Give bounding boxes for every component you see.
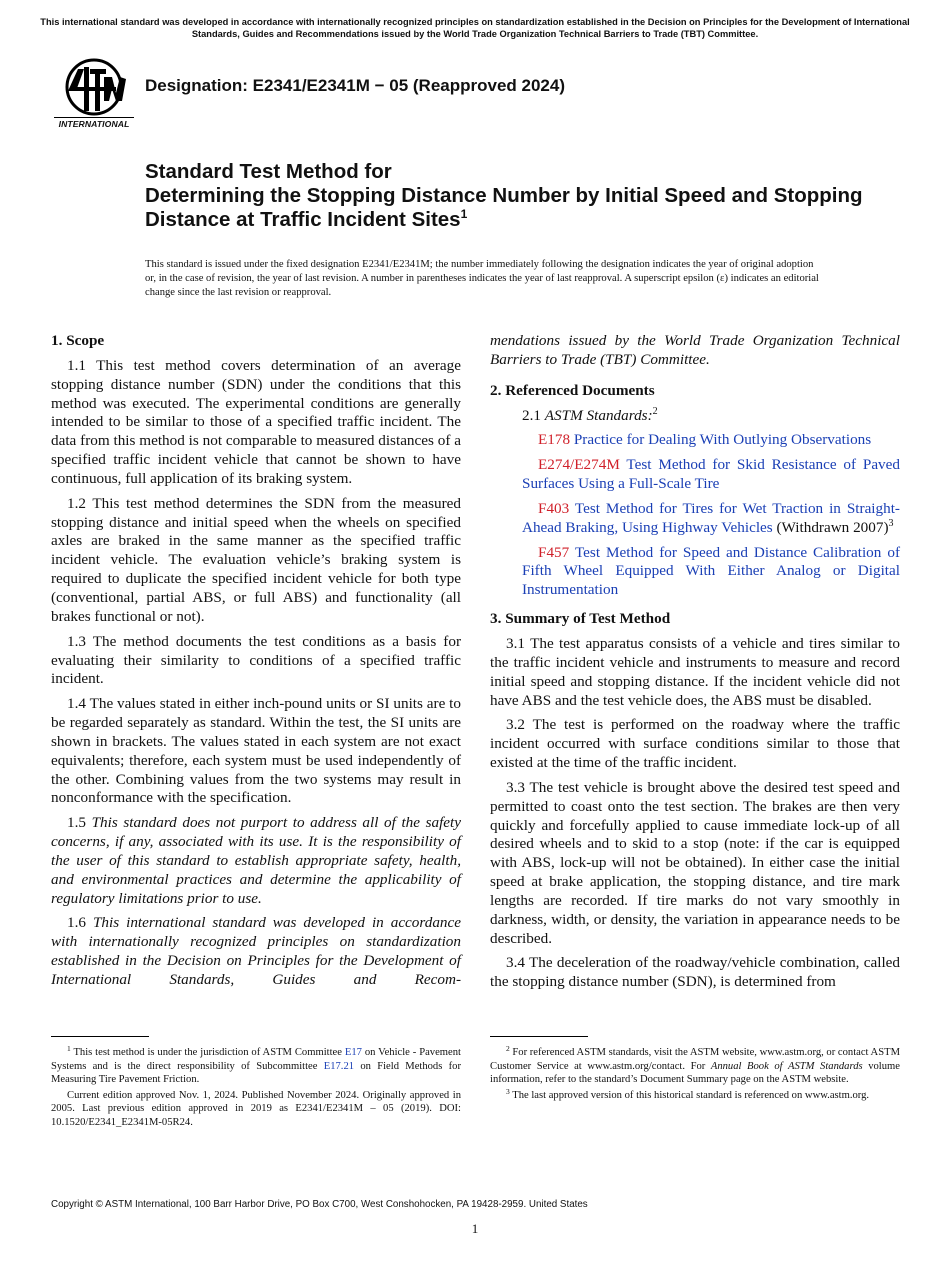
footnotes-left [51,1046,461,1132]
logo-divider [54,117,134,118]
paragraph-1-3: 1.3 The method documents the test conditions as a basis for evaluating their similarity to conditions of a specified traffic incident. [51,632,461,688]
footnote-1: $^1$ This test method is under the jurisdiction of ASTM Committee E17 on Vehicle - Pavement Systems and is the direct responsibility of Subcommittee E17.21 on Field Methods for Measuring Tire Pavement Friction. [51,1044,461,1086]
left-column [51,332,461,996]
reference-item[interactable]: E274/E274M Test Method for Skid Resistance of Paved Surfaces Using a Full-Scale Tire [522,456,900,493]
page-number: 1 [471,1221,479,1236]
reference-item[interactable]: E178 Practice for Dealing With Outlying Observations [538,431,872,449]
reference-item[interactable]: F457 Test Method for Speed and Distance Calibration of Fifth Wheel Equipped With Either Analog or Digital Instrumentation [522,543,901,599]
edition-note: Current edition approved Nov. 1, 2024. Published November 2024. Originally approved in 2005. Last previous edition approved in 2019 as E2341/E2341M – 05 (2019). DOI: 10.1520/E2341_E2341M-05R24. [51,1089,461,1128]
paragraph-1-6-continued: mendations issued by the World Trade Organization Technical Barriers to Trade (TBT) Committee. [490,332,900,368]
footnote-rule-left [51,1036,149,1037]
section-heading-referenced-documents: 2. Referenced Documents [490,381,655,399]
issuance-note: This standard is issued under the fixed designation E2341/E2341M; the number immediately following the designation indicates the year of original adoption or, in the case of revision, the year of last revision. A number in parentheses indicates the year of last reapproval. A superscript epsilon (ε) indicates an editorial change since the last revision or reapproval. [145,259,819,298]
paragraph-3-1: 3.1 The test apparatus consists of a vehicle and tires similar to the traffic incident vehicle and instruments to measure and record initial speed and stopping distance. If the incident vehicle did not have ABS and the test vehicle does, the ABS must be disabled. [490,634,900,709]
paragraph-1-4: 1.4 The values stated in either inch-pound units or SI units are to be regarded separately as standard. Within the test, the SI units are shown in brackets. The values stated in each system are not exact equivalents; therefore, each system must be used independently of the other. Combining values from the two systems may result in nonconformance with the specification. [51,695,461,807]
subcommittee-link[interactable]: E17.21 [323,1060,355,1072]
paragraph-1-1: 1.1 This test method covers determination of an average stopping distance number (SDN) under the conditions that this method was executed. The experimental conditions are generally intended to be similar to those of a specified traffic incident. The data from this method is not comparable to measured distances of a specified traffic incident vehicle that cannot be shown to have continuous, full application of its braking system. [51,356,461,487]
astm-logo-icon [54,57,134,117]
section-heading-summary: 3. Summary of Test Method [490,610,671,628]
document-title [145,160,865,232]
logo-wordmark: INTERNATIONAL [58,119,130,129]
paragraph-1-5: 1.5 This standard does not purport to address all of the safety concerns, if any, associated with its use. It is the responsibility of the user of this standard to establish appropriate safety, health, and environmental practices and determine the applicability of regulatory limitations prior to use. [51,814,462,907]
title-line-1: Standard Test Method for [145,160,392,183]
paragraph-3-3: 3.3 The test vehicle is brought above the desired test speed and permitted to coast onto the test section. The brakes are then very quickly and forcefully applied to cause immediate lock-up of all desired wheels and to skid to a stop (note: if the car is equipped with ABS, lock-up will not be obtained). In either case the initial speed at brake application, the stopping distance, and tire mark lengths are recorded. If tire marks do not vary smoothly in darkness, width, or density, the variation in appearance needs to be described. [490,778,900,947]
committee-link[interactable]: E17 [344,1047,362,1058]
astm-standards-subheading: 2.1 ASTM Standards:$^2$ [522,405,658,424]
section-heading-scope: 1. Scope [51,332,105,349]
footnotes-right [490,1046,900,1104]
footnote-rule-right [490,1036,588,1037]
reference-list [490,407,900,601]
footnote-2: $^2$ For referenced ASTM standards, visit the ASTM website, www.astm.org, or contact ASTM Customer Service at www.astm.org/contact. For Annual Book of ASTM Standards volume information, refer to the standard’s Document Summary page on the ASTM website. [490,1044,900,1086]
top-notice: This international standard was developed in accordance with internationally recognized principles on standardization established in the Decision on Principles for the Development of International Standards, Guides and Recommendations issued by the World Trade Organization Technical Barriers to Trade (TBT) Committee. [40,17,910,39]
astm-logo [54,57,134,131]
paragraph-3-2: 3.2 The test is performed on the roadway where the traffic incident occurred with surface conditions similar to those that existed at the time of the traffic incident. [490,716,900,772]
paragraph-1-2: 1.2 This test method determines the SDN from the measured stopping distance and initial speed when the wheels on specified axles are braked in the same manner as the specified traffic incident vehicle. The evaluation vehicle’s braking system is required to duplicate the specified incident vehicle for both type (conventional, partial ABS, or full ABS) and functionality (all brakes functional or not). [51,494,461,625]
copyright-notice: Copyright © ASTM International, 100 Barr Harbor Drive, PO Box C700, West Conshohocken, PA 19428-2959. United States [51,1199,588,1210]
paragraph-3-4: 3.4 The deceleration of the roadway/vehicle combination, called the stopping distance number (SDN), is determined from [490,954,900,991]
reference-item[interactable]: F403 Test Method for Tires for Wet Traction in Straight-Ahead Braking, Using Highway Vehicles (Withdrawn 2007)$^3$ [522,499,900,536]
designation: Designation: E2341/E2341M − 05 (Reapproved 2024) [145,76,565,95]
right-column [490,332,900,998]
footnote-3: $^3$ The last approved version of this historical standard is referenced on www.astm.org. [506,1086,870,1101]
title-footnote-mark: 1 [460,207,468,221]
paragraph-1-6: 1.6 This international standard was developed in accordance with internationally recognized principles on standardization established in the Decision on Principles for the Development of International Standards, Guides and Recom- [51,914,462,988]
title-line-2: Determining the Stopping Distance Number by Initial Speed and Stopping Distance at Traffic Incident Sites$^1$ [145,184,863,231]
